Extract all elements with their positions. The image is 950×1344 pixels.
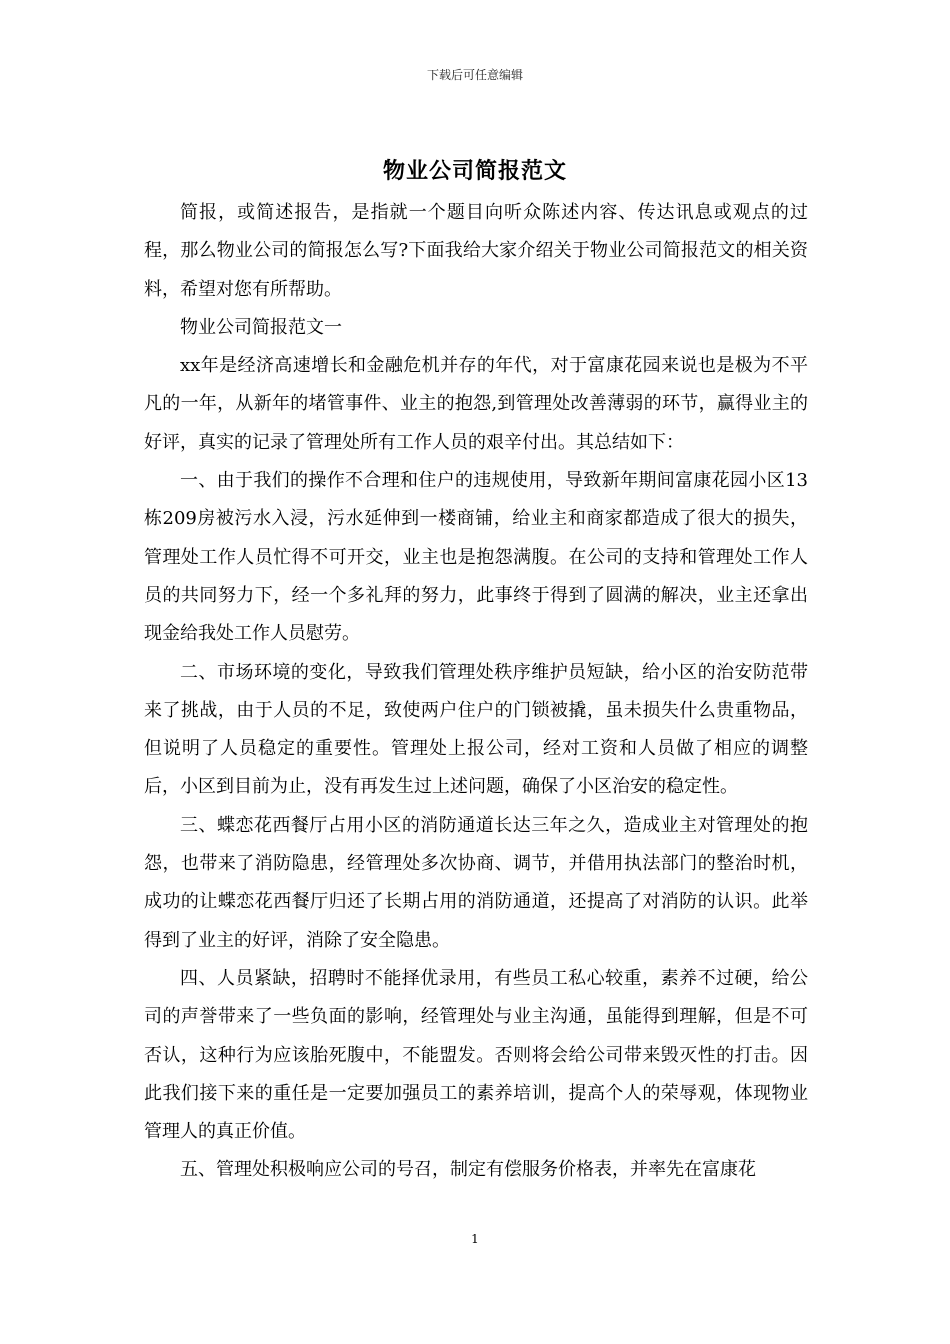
paragraph-overview: xx年是经济高速增长和金融危机并存的年代，对于富康花园来说也是极为不平凡的一年，从新年的堵管事件、业主的抱怨,到管理处改善薄弱的环节，赢得业主的好评，真实的记录了管理处所有工作人员的艰辛付出。其总结如下： (144, 355, 808, 453)
paragraph-item-1: 一、由于我们的操作不合理和住户的违规使用，导致新年期间富康花园小区13栋209房被污水入浸，污水延伸到一楼商铺，给业主和商家都造成了很大的损失，管理处工作人员忙得不可开交，业主也是抱怨满腹。在公司的支持和管理处工作人员的共同努力下，经一个多礼拜的努力，此事终于得到了圆满的解决，业主还拿出现金给我处工作人员慰劳。 (144, 470, 808, 645)
section-heading: 物业公司简报范文一 (180, 316, 342, 338)
paragraph-item-2: 二、市场环境的变化，导致我们管理处秩序维护员短缺，给小区的治安防范带来了挑战，由于人员的不足，致使两户住户的门锁被撬，虽未损失什么贵重物品，但说明了人员稳定的重要性。管理处上报公司，经对工资和人员做了相应的调整后，小区到目前为止，没有再发生过上述问题，确保了小区治安的稳定性。 (144, 661, 808, 798)
page-number: 1 (471, 1232, 479, 1246)
document-title: 物业公司简报范文 (382, 158, 567, 184)
paragraph-item-5: 五、管理处积极响应公司的号召，制定有偿服务价格表，并率先在富康花 (180, 1159, 756, 1181)
document-body (144, 194, 808, 1190)
header-note: 下载后可任意编辑 (426, 68, 523, 82)
paragraph-item-4: 四、人员紧缺，招聘时不能择优录用，有些员工私心较重，素养不过硬，给公司的声誉带来了一些负面的影响，经管理处与业主沟通，虽能得到理解，但是不可否认，这种行为应该胎死腹中，不能盟发。否则将会给公司带来毁灭性的打击。因此我们接下来的重任是一定要加强员工的素养培训，提高个人的荣辱观，体现物业管理人的真正价值。 (144, 967, 808, 1143)
paragraph-intro: 简报，或简述报告，是指就一个题目向听众陈述内容、传达讯息或观点的过程，那么物业公司的简报怎么写?下面我给大家介绍关于物业公司简报范文的相关资料，希望对您有所帮助。 (144, 202, 808, 300)
paragraph-item-3: 三、蝶恋花西餐厅占用小区的消防通道长达三年之久，造成业主对管理处的抱怨，也带来了消防隐患，经管理处多次协商、调节，并借用执法部门的整治时机，成功的让蝶恋花西餐厅归还了长期占用的消防通道，还提高了对消防的认识。此举得到了业主的好评，消除了安全隐患。 (144, 814, 808, 951)
